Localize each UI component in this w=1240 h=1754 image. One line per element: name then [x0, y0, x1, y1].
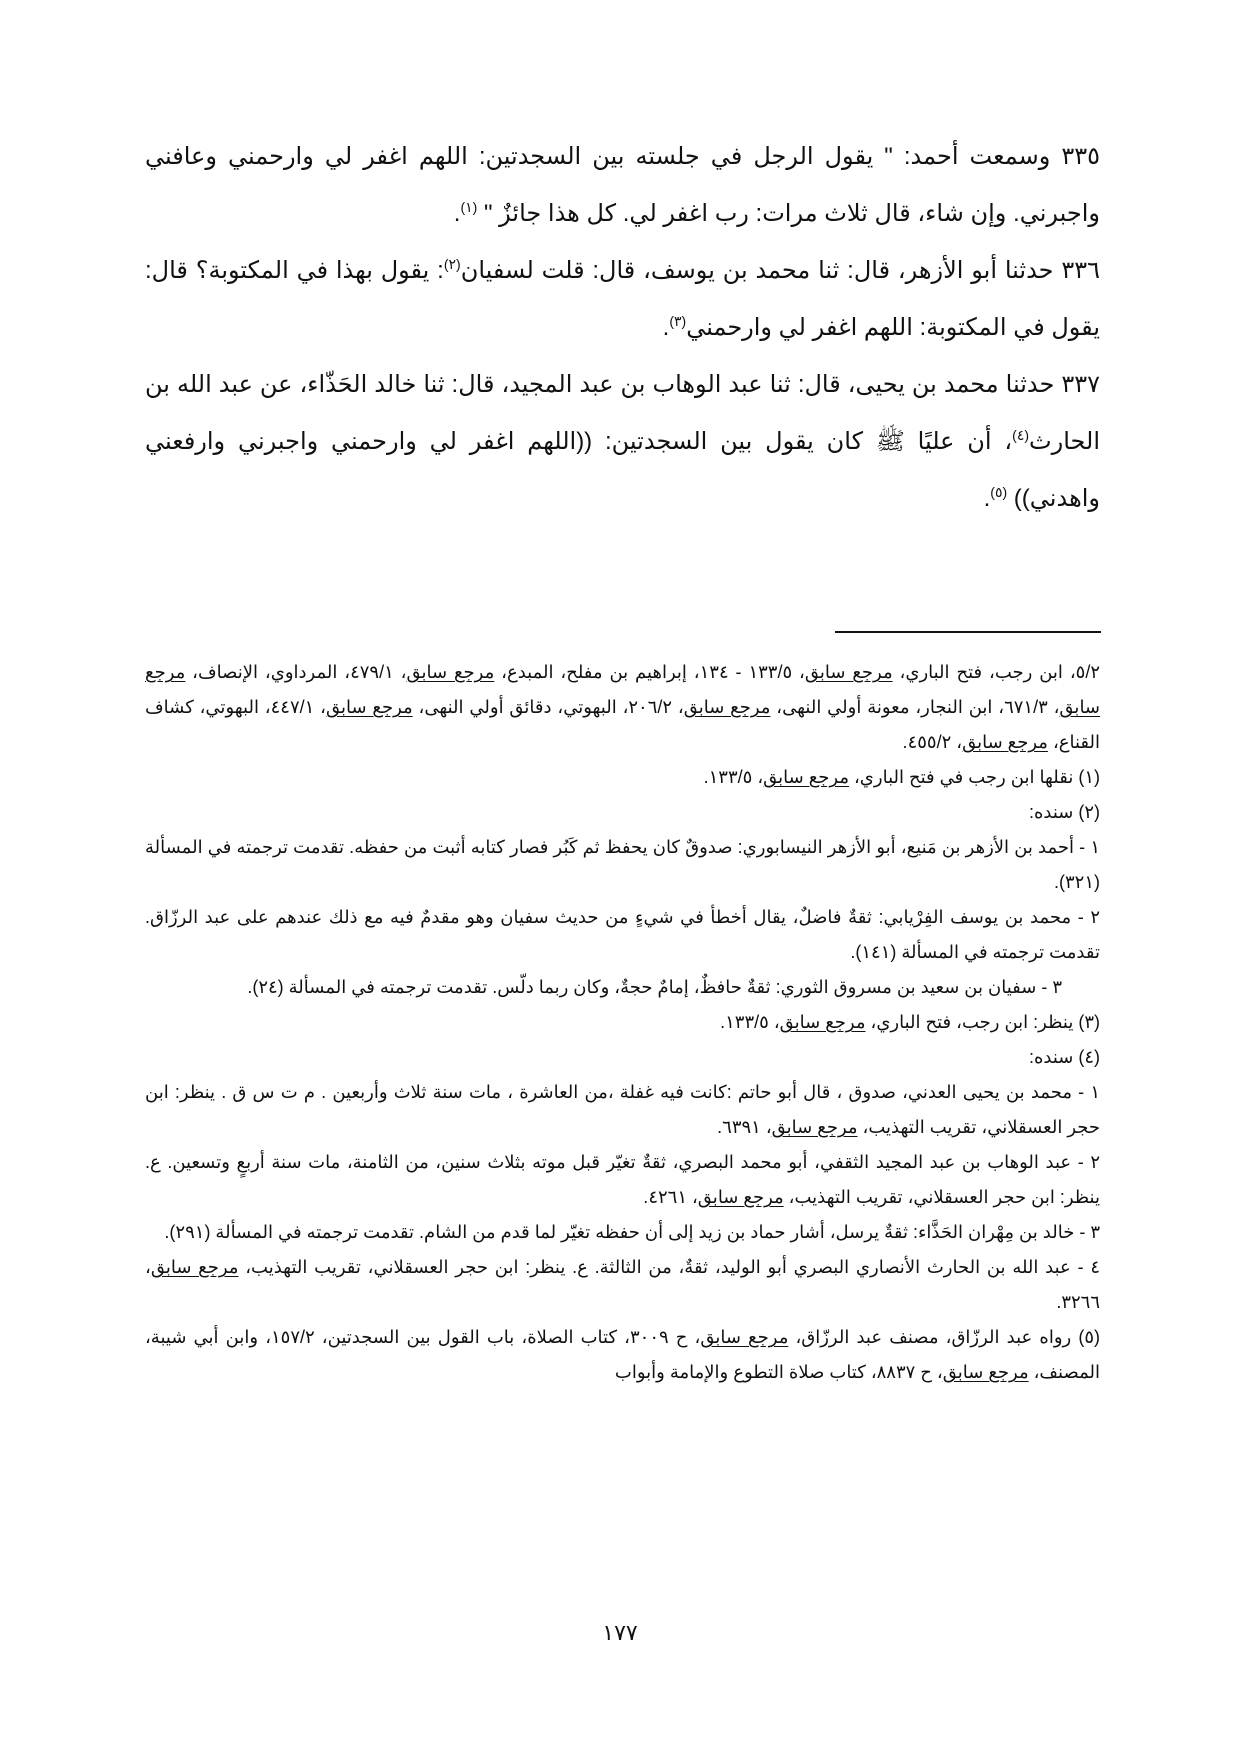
footnote-3	[145, 1005, 1100, 1040]
footnote-1	[145, 760, 1100, 795]
footnote-4-heading: (٤) سنده:	[1028, 1047, 1100, 1067]
fn4-1-a: ١ - محمد بن يحيى العدني، صدوق ، قال أبو حاتم :كانت فيه غفلة ،من العاشرة ، مات سنة ثلاث وأربعين . م ت س ق . ينظر: ابن حجر العسقلاني، تقريب التهذيب،	[145, 1082, 1100, 1137]
footnote-ref-3[interactable]: (٣)	[669, 313, 687, 329]
footnote-4-item-3: ٣ - خالد بن مِهْران الحَذَّاء: ثقةٌ يرسل، أشار حماد بن زيد إلى أن حفظه تغيّر لما قدم من الشام. تقدمت ترجمته في المسألة (٢٩١).	[164, 1222, 1100, 1242]
fn-cont-b: ، ١٣٣/٥ - ١٣٤، إبراهيم بن مفلح، المبدع،	[494, 662, 805, 682]
fn1-b: ، ١٣٣/٥.	[703, 767, 764, 787]
page-number: ١٧٧	[602, 1620, 638, 1645]
reference-link[interactable]: مرجع سابق	[697, 1187, 784, 1207]
footnote-continuation	[145, 655, 1100, 760]
fn-cont-g: ، ٤٥٥/٢.	[902, 732, 963, 752]
footnote-ref-5[interactable]: (٥)	[990, 484, 1008, 500]
fn3-b: ، ١٣٣/٥.	[720, 1012, 780, 1032]
paragraph-337	[145, 356, 1100, 527]
fn-cont-f: ، ٤٤٧/١، البهوتي، كشاف القناع،	[145, 697, 1100, 752]
reference-link[interactable]: مرجع سابق	[771, 1117, 858, 1137]
fn5-a: (٥) رواه عبد الرزّاق، مصنف عبد الرزّاق،	[788, 1327, 1101, 1347]
fn-cont-e: ، ٢٠٦/٢، البهوتي، دقائق أولي النهى،	[412, 697, 684, 717]
reference-link[interactable]: مرجع سابق	[145, 662, 1101, 717]
reference-link[interactable]: مرجع سابق	[962, 732, 1048, 752]
fn-cont-a: ٥/٢، ابن رجب، فتح الباري،	[892, 662, 1100, 682]
fn4-4-b: ، ٣٢٦٦.	[145, 1257, 1100, 1312]
paragraph-336	[145, 242, 1100, 356]
fn-cont-d: ، ٦٧١/٣، ابن النجار، معونة أولي النهى،	[770, 697, 1060, 717]
footnote-4-item-4	[145, 1250, 1100, 1320]
reference-link[interactable]: مرجع سابق	[683, 697, 771, 717]
reference-link[interactable]: مرجع سابق	[779, 1012, 866, 1032]
reference-link[interactable]: مرجع سابق	[150, 1257, 239, 1277]
paragraph-336-part1: ٣٣٦ حدثنا أبو الأزهر، قال: ثنا محمد بن يوسف، قال: قلت لسفيان	[460, 257, 1100, 284]
paragraph-335-text: ٣٣٥ وسمعت أحمد: " يقول الرجل في جلسته بين السجدتين: اللهم اغفر لي وارحمني وعافني واجبرني. وإن شاء، قال ثلاث مرات: رب اغفر لي. كل هذا جائزٌ "	[145, 143, 1100, 227]
footnote-ref-2[interactable]: (٢)	[443, 256, 461, 272]
reference-link[interactable]: مرجع سابق	[325, 697, 413, 717]
reference-link[interactable]: مرجع سابق	[804, 662, 893, 682]
paragraph-337-part1: ٣٣٧ حدثنا محمد بن يحيى، قال: ثنا عبد الوهاب بن عبد المجيد، قال: ثنا خالد الحَذّاء، عن عبد الله بن الحارث	[145, 371, 1100, 455]
footnote-ref-1[interactable]: (١)	[460, 199, 478, 215]
fn4-2-a: ٢ - عبد الوهاب بن عبد المجيد الثقفي، أبو محمد البصري، ثقةٌ تغيّر قبل موته بثلاث سنين، من الثامنة، مات سنة أربعٍ وتسعين. ع. ينظر: ابن حجر العسقلاني، تقريب التهذيب،	[145, 1152, 1101, 1207]
reference-link[interactable]: مرجع سابق	[763, 767, 849, 787]
fn4-2-b: ، ٤٢٦١.	[643, 1187, 698, 1207]
reference-link[interactable]: مرجع سابق	[406, 662, 495, 682]
paragraph-337-part2: ، أن عليًا ﷺ كان يقول بين السجدتين: ((اللهم اغفر لي وارحمني واجبرني وارفعني واهدني))	[145, 428, 1100, 512]
paragraph-336-end: .	[662, 314, 670, 341]
footnotes-section	[145, 655, 1100, 1390]
paragraph-337-end: .	[983, 485, 991, 512]
footnote-4-item-2	[145, 1145, 1100, 1215]
footnote-2-heading: (٢) سنده:	[1028, 802, 1100, 822]
fn5-b: ، ح ٣٠٠٩، كتاب الصلاة، باب القول بين السجدتين، ١٥٧/٢، وابن أبي شيبة، المصنف،	[145, 1327, 1100, 1382]
footnote-5	[145, 1320, 1100, 1390]
fn3-a: (٣) ينظر: ابن رجب، فتح الباري،	[865, 1012, 1100, 1032]
fn1-a: (١) نقلها ابن رجب في فتح الباري،	[849, 767, 1100, 787]
reference-link[interactable]: مرجع سابق	[700, 1327, 789, 1347]
paragraph-335-end: .	[453, 200, 461, 227]
reference-link[interactable]: مرجع سابق	[942, 1362, 1029, 1382]
main-text	[145, 128, 1100, 527]
fn4-1-b: ، ٦٣٩١.	[717, 1117, 772, 1137]
footnote-4-item-1	[145, 1075, 1100, 1145]
fn-cont-c: ، ٤٧٩/١، المرداوي، الإنصاف،	[185, 662, 407, 682]
footnote-ref-4[interactable]: (٤)	[1012, 427, 1030, 443]
footnote-2-item-1: ١ - أحمد بن الأزهر بن مَنيع، أبو الأزهر النيسابوري: صدوقٌ كان يحفظ ثم كَبُر فصار كتابه أثبت من حفظه. تقدمت ترجمته في المسألة (٣٢١).	[145, 837, 1100, 892]
paragraph-335	[145, 128, 1100, 242]
fn4-4-a: ٤ - عبد الله بن الحارث الأنصاري البصري أبو الوليد، ثقةٌ، من الثالثة. ع. ينظر: ابن حجر العسقلاني، تقريب التهذيب،	[238, 1257, 1100, 1277]
footnote-2-item-3: ٣ - سفيان بن سعيد بن مسروق الثوري: ثقةٌ حافظٌ، إمامٌ حجةٌ، وكان ربما دلّس. تقدمت ترجمته في المسألة (٢٤).	[247, 977, 1062, 997]
footnote-divider	[835, 631, 1101, 633]
fn5-c: ، ح ٨٨٣٧، كتاب صلاة التطوع والإمامة وأبواب	[614, 1362, 943, 1382]
footnote-2-item-2: ٢ - محمد بن يوسف الفِرْيابي: ثقةٌ فاضلٌ، يقال أخطأ في شيءٍ من حديث سفيان وهو مقدمٌ فيه مع ذلك عندهم على عبد الرزّاق. تقدمت ترجمته في المسألة (١٤١).	[145, 907, 1100, 962]
paragraph-336-part2: : يقول بهذا في المكتوبة؟ قال: يقول في المكتوبة: اللهم اغفر لي وارحمني	[145, 257, 1100, 341]
